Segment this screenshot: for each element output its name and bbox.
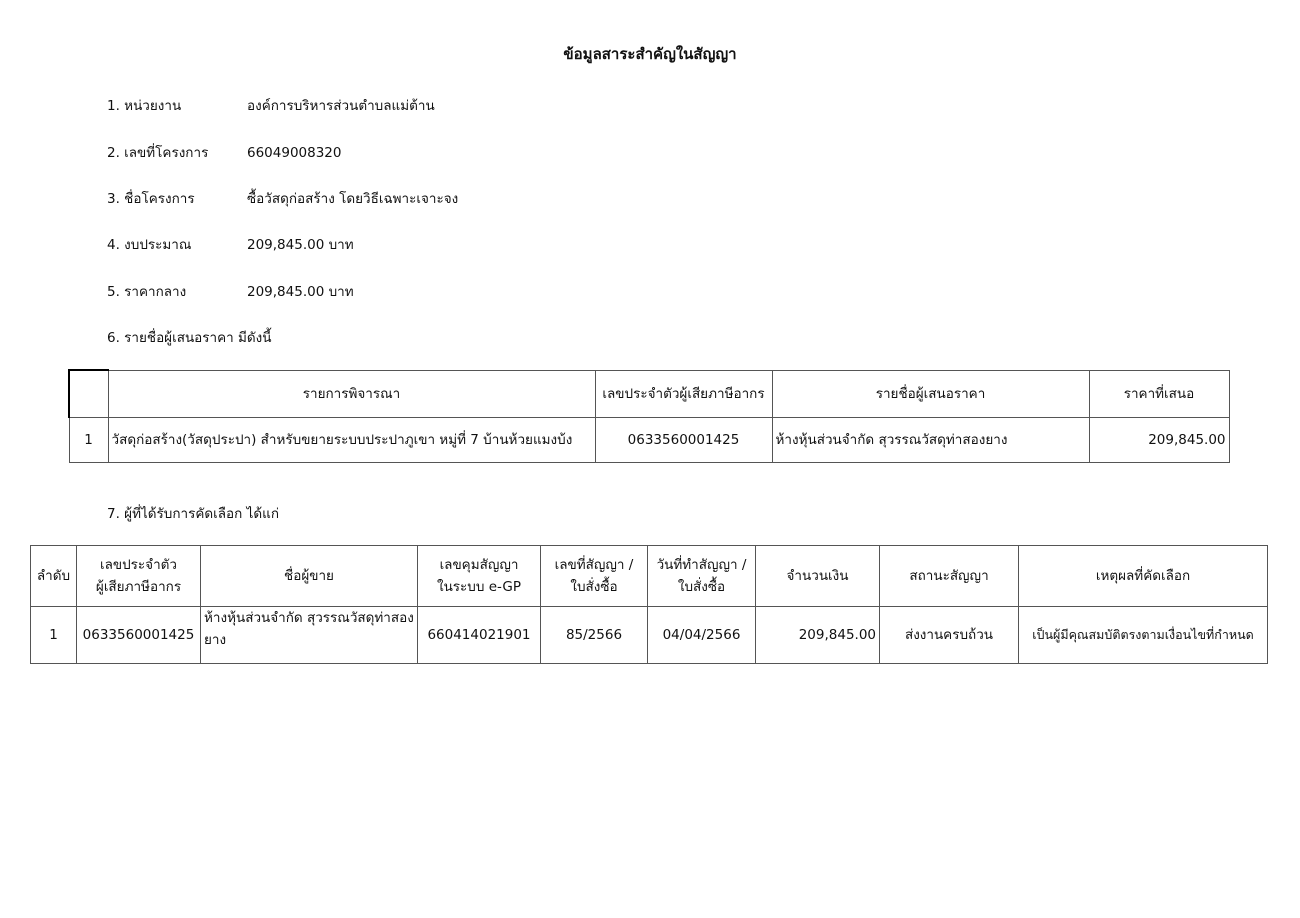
header-line: เลขคุมสัญญา bbox=[439, 557, 519, 573]
cell-tax-id: 0633560001425 bbox=[77, 607, 201, 664]
info-row-project-number bbox=[107, 142, 341, 164]
column-header-seller: ชื่อผู้ขาย bbox=[201, 546, 418, 607]
winners-heading: 7. ผู้ที่ได้รับการคัดเลือก ได้แก่ bbox=[107, 506, 280, 522]
table-row bbox=[31, 607, 1268, 664]
column-header-tax-id bbox=[77, 546, 201, 607]
column-header-no bbox=[69, 370, 108, 418]
table-header-row bbox=[31, 546, 1268, 607]
cell-price: 209,845.00 bbox=[1089, 418, 1229, 463]
info-label: 4. งบประมาณ bbox=[107, 237, 192, 253]
header-line: ใบสั่งซื้อ bbox=[570, 579, 618, 595]
cell-tax-id: 0633560001425 bbox=[595, 418, 772, 463]
header-line: ใบสั่งซื้อ bbox=[677, 579, 726, 595]
info-row-median-price bbox=[107, 281, 354, 303]
table-header-row bbox=[69, 370, 1229, 418]
header-line: เลขที่สัญญา / bbox=[554, 557, 634, 573]
cell-seller: ห้างหุ้นส่วนจำกัด สุวรรณวัสดุท่าสองยาง bbox=[201, 607, 418, 664]
info-row-agency bbox=[107, 95, 435, 117]
header-line: ในระบบ e-GP bbox=[436, 579, 522, 595]
cell-bidder: ห้างหุ้นส่วนจำกัด สุวรรณวัสดุท่าสองยาง bbox=[772, 418, 1089, 463]
document-title: ข้อมูลสาระสำคัญในสัญญา bbox=[563, 45, 737, 63]
table-row bbox=[69, 418, 1229, 463]
cell-reason: เป็นผู้มีคุณสมบัติตรงตามเงื่อนไขที่กำหนด bbox=[1019, 607, 1268, 664]
info-value: องค์การบริหารส่วนตำบลแม่ต้าน bbox=[247, 98, 435, 114]
column-header-price: ราคาที่เสนอ bbox=[1089, 370, 1229, 418]
column-header-control-no bbox=[418, 546, 541, 607]
cell-no: 1 bbox=[69, 418, 108, 463]
header-line: เลขประจำตัว bbox=[99, 557, 178, 573]
info-label: 2. เลขที่โครงการ bbox=[107, 145, 209, 161]
column-header-contract-no bbox=[541, 546, 648, 607]
cell-status: ส่งงานครบถ้วน bbox=[880, 607, 1019, 664]
info-row-budget bbox=[107, 234, 354, 256]
info-label: 5. ราคากลาง bbox=[107, 284, 187, 300]
column-header-item: รายการพิจารณา bbox=[108, 370, 595, 418]
column-header-amount: จำนวนเงิน bbox=[756, 546, 880, 607]
cell-contract-date: 04/04/2566 bbox=[648, 607, 756, 664]
column-header-tax-id: เลขประจำตัวผู้เสียภาษีอากร bbox=[595, 370, 772, 418]
info-value: 209,845.00 บาท bbox=[247, 237, 354, 253]
info-label: 3. ชื่อโครงการ bbox=[107, 191, 195, 207]
column-header-reason: เหตุผลที่คัดเลือก bbox=[1019, 546, 1268, 607]
cell-no: 1 bbox=[31, 607, 77, 664]
bidders-heading: 6. รายชื่อผู้เสนอราคา มีดังนี้ bbox=[107, 330, 272, 346]
cell-item: วัสดุก่อสร้าง(วัสดุประปา) สำหรับขยายระบบประปาภูเขา หมู่ที่ 7 บ้านห้วยแมงบ้ง bbox=[108, 418, 595, 463]
info-label: 1. หน่วยงาน bbox=[107, 98, 182, 114]
cell-amount: 209,845.00 bbox=[756, 607, 880, 664]
info-row-project-name bbox=[107, 188, 458, 210]
cell-control-no: 660414021901 bbox=[418, 607, 541, 664]
header-line: วันที่ทำสัญญา / bbox=[656, 557, 747, 573]
info-value: 209,845.00 บาท bbox=[247, 284, 354, 300]
winners-table bbox=[30, 545, 1268, 664]
header-line: ผู้เสียภาษีอากร bbox=[95, 579, 182, 595]
info-value: 66049008320 bbox=[247, 145, 342, 161]
column-header-contract-date bbox=[648, 546, 756, 607]
column-header-status: สถานะสัญญา bbox=[880, 546, 1019, 607]
column-header-no: ลำดับ bbox=[31, 546, 77, 607]
bidders-table bbox=[68, 369, 1230, 463]
info-value: ซื้อวัสดุก่อสร้าง โดยวิธีเฉพาะเจาะจง bbox=[247, 191, 459, 207]
column-header-bidder: รายชื่อผู้เสนอราคา bbox=[772, 370, 1089, 418]
cell-contract-no: 85/2566 bbox=[541, 607, 648, 664]
